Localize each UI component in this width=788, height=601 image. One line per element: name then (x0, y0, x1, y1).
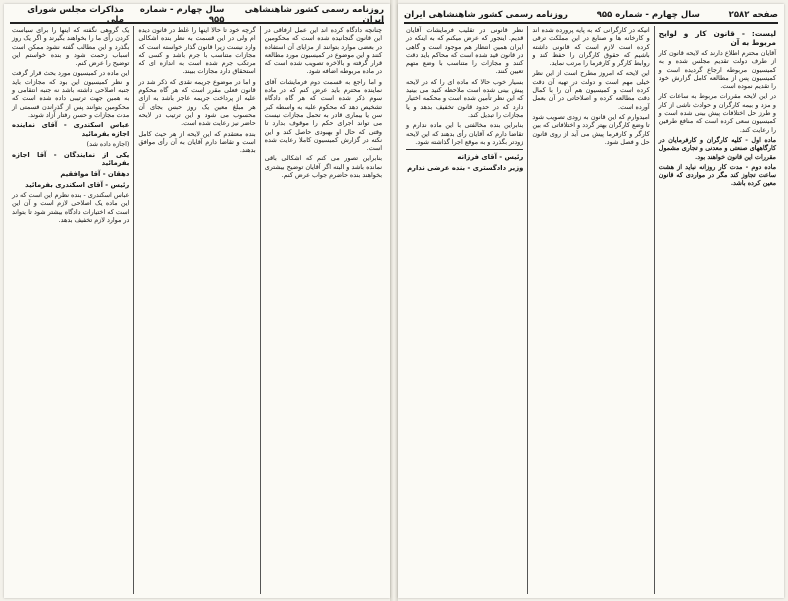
speaker-line: یکی از نمایندگان - آقا اجازه بفرمائید (12, 150, 130, 168)
paragraph: بنده معتقدم که این لایحه از هر حیث کامل است و تقاضا دارم آقایان به آن رأی موافق بدهند. (138, 129, 256, 155)
left-page-columns (8, 26, 386, 594)
section-title: لیست: - قانون کار و لوایح مربوط به آن (658, 29, 776, 47)
paragraph: ماده اول - کلیه کارگران و کارفرمایان در کارگاههای صنعتی و معدنی و تجاری مشمول مقررات این قانون خواهند بود. (658, 135, 776, 161)
left-header-center: سال چهارم - شماره ۹۵۵ (139, 5, 225, 25)
right-header-left: روزنامه رسمی کشور شاهنشاهی ایران (404, 10, 568, 20)
speaker-line: رئیس - آقای فرزانه (457, 153, 524, 162)
paragraph: این ماده در کمیسیون مورد بحث قرار گرفت و نظر کمیسیون این بود که مجازات باید جنبه اصلاحی داشته باشد نه جنبه انتقامی و به همین جهت ترتیبی داده شده است که محکومین بتوانند پس از گذراندن قسمتی از مدت مجازات و حسن رفتار آزاد شوند. (12, 69, 130, 119)
paragraph: نظر قانونی در تقلیب فرمایشات آقایان قدیم. اینجور که عرض میکنم که به اینکه در ایران همین انتظار هم موجود است و گاهی در قانون قید شده است که محاکم باید دقت کنند و مجازات را متناسب با وضع متهم تعیین کنند. (406, 26, 524, 76)
divider (406, 149, 523, 150)
paragraph: این لایحه که امروز مطرح است از این نظر خیلی مهم است و دولت در تهیه آن دقت کرده است و کمیسیون هم آن را با کمال دقت مطالعه کرده و اصلاحاتی در آن بعمل آورده است. (532, 69, 650, 111)
right-page-header (404, 8, 778, 24)
left-column-1 (261, 26, 386, 594)
right-column-1 (655, 26, 780, 594)
left-page-header (10, 5, 384, 25)
paragraph: ماده دوم - مدت کار روزانه نباید از هشت ساعت تجاوز کند مگر در مواردی که قانون معین کرده باشد. (658, 162, 776, 188)
left-column-2 (134, 26, 260, 594)
speaker-line: عباس اسکندری - آقای نماینده اجازه بفرمائید (12, 121, 130, 138)
paragraph: عباس اسکندری - بنده نظرم این است که در این ماده یک اصلاحی لازم است و آن این است که اختیارات دادگاه بیشتر شود تا بتواند در موارد لازم تخفیف بدهد. (12, 191, 130, 225)
right-header-right: صفحه ۲۵۸۲ (728, 10, 778, 20)
right-page (398, 4, 784, 598)
speaker-line: دهقان - آقا موافقیم (60, 169, 130, 178)
note: (اجازه داده شد) (86, 140, 130, 149)
right-header-center: سال چهارم - شماره ۹۵۵ (596, 10, 700, 20)
right-page-columns (402, 26, 780, 594)
paragraph: بسیار خوب حالا که ماده ای را که در لایحه پیش بینی شده است ملاحظه کنید می بینید که این نظر تأمین شده است و محکمه اختیار دارد که در حدود قانون تخفیف بدهد و یا مجازات را تبدیل کند. (406, 77, 524, 119)
paragraph: امیدوارم که این قانون به زودی تصویب شود تا وضع کارگران بهتر گردد و اختلافاتی که بین کارگر و کارفرما پیش می آید از روی قانون حل و فصل شود. (532, 112, 650, 146)
left-header-left: مذاکرات مجلس شورای ملی (27, 5, 125, 25)
paragraph: و اما در موضوع جریمه نقدی که ذکر شد در قانون فعلی مقرر است که هر گاه محکوم علیه از پرداخت جریمه عاجز باشد به ازای هر مبلغ معین یک روز حبس بجای آن محسوب می شود و این ترتیب در لایحه حاضر نیز رعایت شده است. (138, 77, 256, 128)
book-gutter (390, 0, 398, 601)
paragraph: بنابراین تصور می کنم که اشکالی باقی نمانده باشد و البته اگر آقایان توضیح بیشتری بخواهند بنده حاضرم جواب عرض کنم. (264, 154, 382, 180)
right-column-3 (402, 26, 528, 594)
left-page (4, 4, 390, 598)
paragraph: گرچه خود تا حالا اینها را غلط در قانون دیده ام ولی در این قسمت به نظر بنده اشکالی وارد نیست زیرا قانون گذار خواسته است که مجازات متناسب با جرم باشد و کسی که مرتکب جرم شده است به اندازه ای که استحقاق دارد مجازات ببیند. (138, 26, 256, 76)
left-header-right: روزنامه رسمی کشور شاهنشاهی ایران (244, 5, 384, 25)
paragraph: چنانچه دادگاه کرده اند این عمل ارفاقی در این قانون گنجانیده شده است که محکومین در بعضی موارد بتوانند از مزایای آن استفاده کنند و این موضوع در کمیسیون مورد مطالعه قرار گرفته و بالاخره تصویب شده است که در ماده مربوطه اضافه شود. (264, 26, 382, 76)
paragraph: یک گروهی نگفته که اینها را برای سیاست کردن رأی ما را بخواهند بگیرند و اگر یک روز بگذرد و این مطالب گفته نشود ممکن است اسباب زحمت شود و بنده خواستم این توضیح را عرض کنم. (12, 26, 130, 68)
speaker-line: رئیس - آقای اسکندری بفرمائید (25, 180, 130, 189)
paragraph: انیکه در کارگرانی که به پایه پرورده شده اند و کارخانه ها و صنایع در این مملکت ترقی کرده است لازم است که قانونی داشته باشیم که حقوق کارگران را حفظ کند و روابط کارگر و کارفرما را مرتب نماید. (532, 26, 650, 68)
right-column-2 (528, 26, 654, 594)
paragraph: آقایان محترم اطلاع دارند که لایحه قانون کار از طرف دولت تقدیم مجلس شده و به کمیسیون مربوطه ارجاع گردیده است و کمیسیون پس از مطالعه کامل گزارش خود را تقدیم نموده است. (658, 49, 776, 91)
paragraph: در این لایحه مقررات مربوط به ساعات کار و مزد و بیمه کارگران و حوادث ناشی از کار و طرز حل اختلافات پیش بینی شده است و کمیسیون سعی کرده است که منافع طرفین را رعایت کند. (658, 92, 776, 134)
speaker-line: وزیر دادگستری - بنده عرضی ندارم (407, 163, 524, 172)
left-column-3 (8, 26, 134, 594)
paragraph: و اما راجع به قسمت دوم فرمایشات آقای نماینده محترم باید عرض کنم که در ماده سوم ذکر شده است که هر گاه دادگاه تشخیص دهد که محکوم علیه به واسطه کبر سن یا بیماری قادر به تحمل مجازات نیست می تواند اجرای حکم را موقوف بدارد تا وقتی که حال او بهبودی حاصل کند و این نکته در گزارش کمیسیون کاملا رعایت شده است. (264, 77, 382, 153)
paragraph: بنابراین بنده مخالفتی با این ماده ندارم و تقاضا دارم که آقایان رأی بدهند که این لایحه زودتر بگذرد و به موقع اجرا گذاشته شود. (406, 121, 524, 146)
